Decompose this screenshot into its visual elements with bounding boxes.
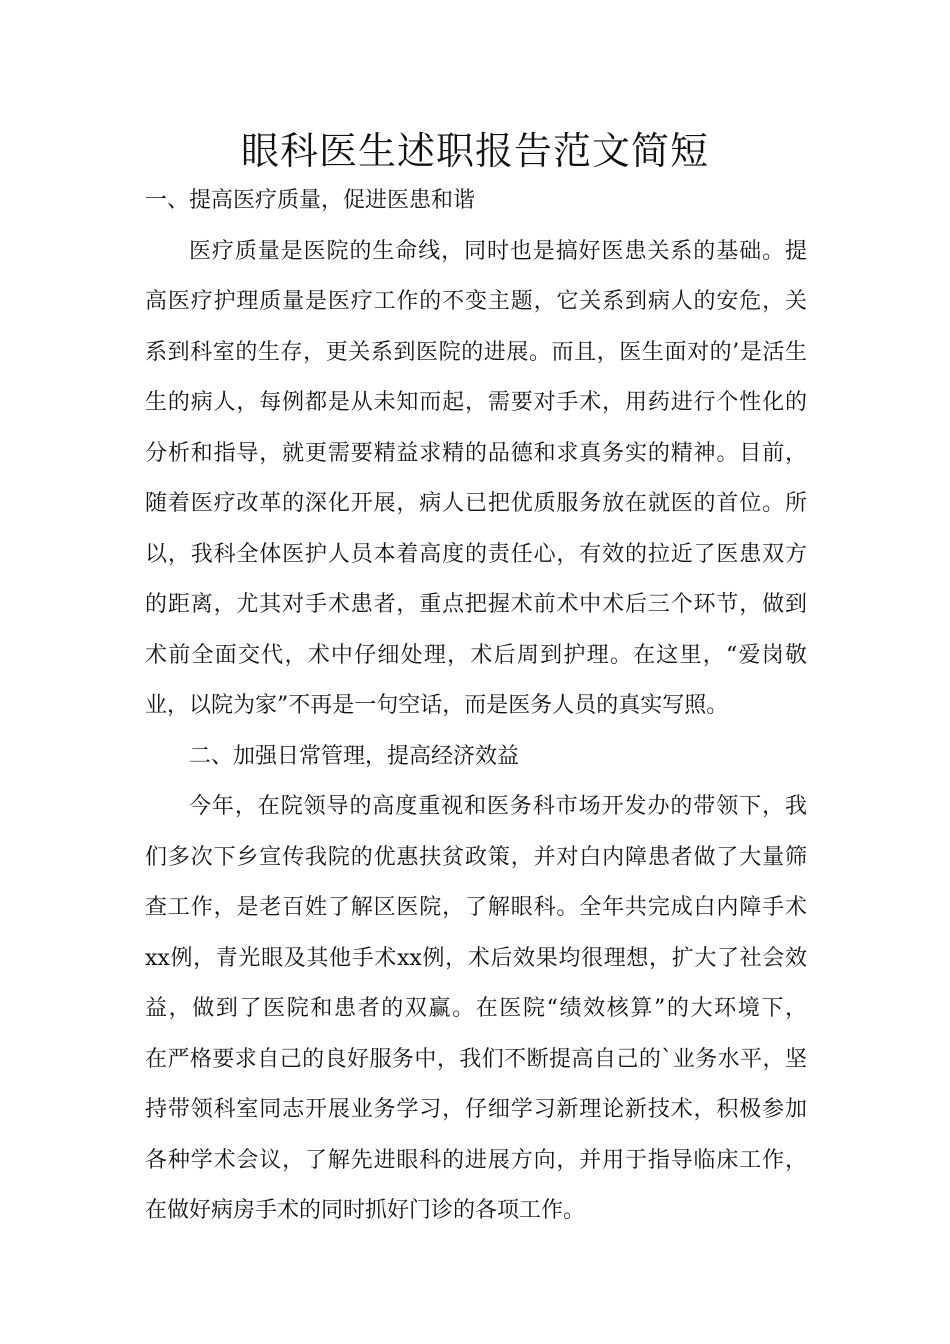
text-line: 在做好病房手术的同时抓好门诊的各项工作。 [145,1198,586,1223]
text-line: 高医疗护理质量是医疗工作的不变主题，它关系到病人的安危，关 [145,289,807,314]
document-body [145,176,807,1237]
text-line: 一、提高医疗质量，促进医患和谐 [145,188,476,213]
text-line: 查工作，是老百姓了解区医院，了解眼科。全年共完成白内障手术 [145,895,807,920]
text-line: 今年，在院领导的高度重视和医务科市场开发办的带领下，我 [189,794,807,819]
document-title: 眼科医生述职报告范文简短 [240,129,709,173]
text-line: 以，我科全体医护人员本着高度的责任心，有效的拉近了医患双方 [145,541,807,567]
text-line: 分析和指导，就更需要精益求精的品德和求真务实的精神。目前， [145,440,807,466]
text-line: 益，做到了医院和患者的双赢。在医院“绩效核算”的大环境下， [145,996,807,1021]
text-line: xx例，青光眼及其他手术xx例，术后效果均很理想，扩大了社会效 [145,945,807,971]
text-line: 术前全面交代，术中仔细处理，术后周到护理。在这里，“爱岗敬 [145,642,807,668]
text-line: 各种学术会议，了解先进眼科的进展方向，并用于指导临床工作， [145,1147,807,1173]
text-line: 生的病人，每例都是从未知而起，需要对手术，用药进行个性化的 [145,390,807,415]
text-line: 在严格要求自己的良好服务中，我们不断提高自己的`业务水平，坚 [145,1046,807,1072]
text-line: 持带领科室同志开展业务学习，仔细学习新理论新技术，积极参加 [145,1097,807,1122]
text-line: 业，以院为家”不再是一句空话，而是医务人员的真实写照。 [145,693,729,718]
text-line: 二、加强日常管理，提高经济效益 [189,743,520,769]
text-line: 的距离，尤其对手术患者，重点把握术前术中术后三个环节，做到 [145,592,807,617]
text-line: 医疗质量是医院的生命线，同时也是搞好医患关系的基础。提 [189,238,807,264]
text-line: 系到科室的生存，更关系到医院的进展。而且，医生面对的’是活生 [145,339,807,365]
text-line: 们多次下乡宣传我院的优惠扶贫政策，并对白内障患者做了大量筛 [145,844,807,870]
text-line: 随着医疗改革的深化开展，病人已把优质服务放在就医的首位。所 [145,491,807,516]
